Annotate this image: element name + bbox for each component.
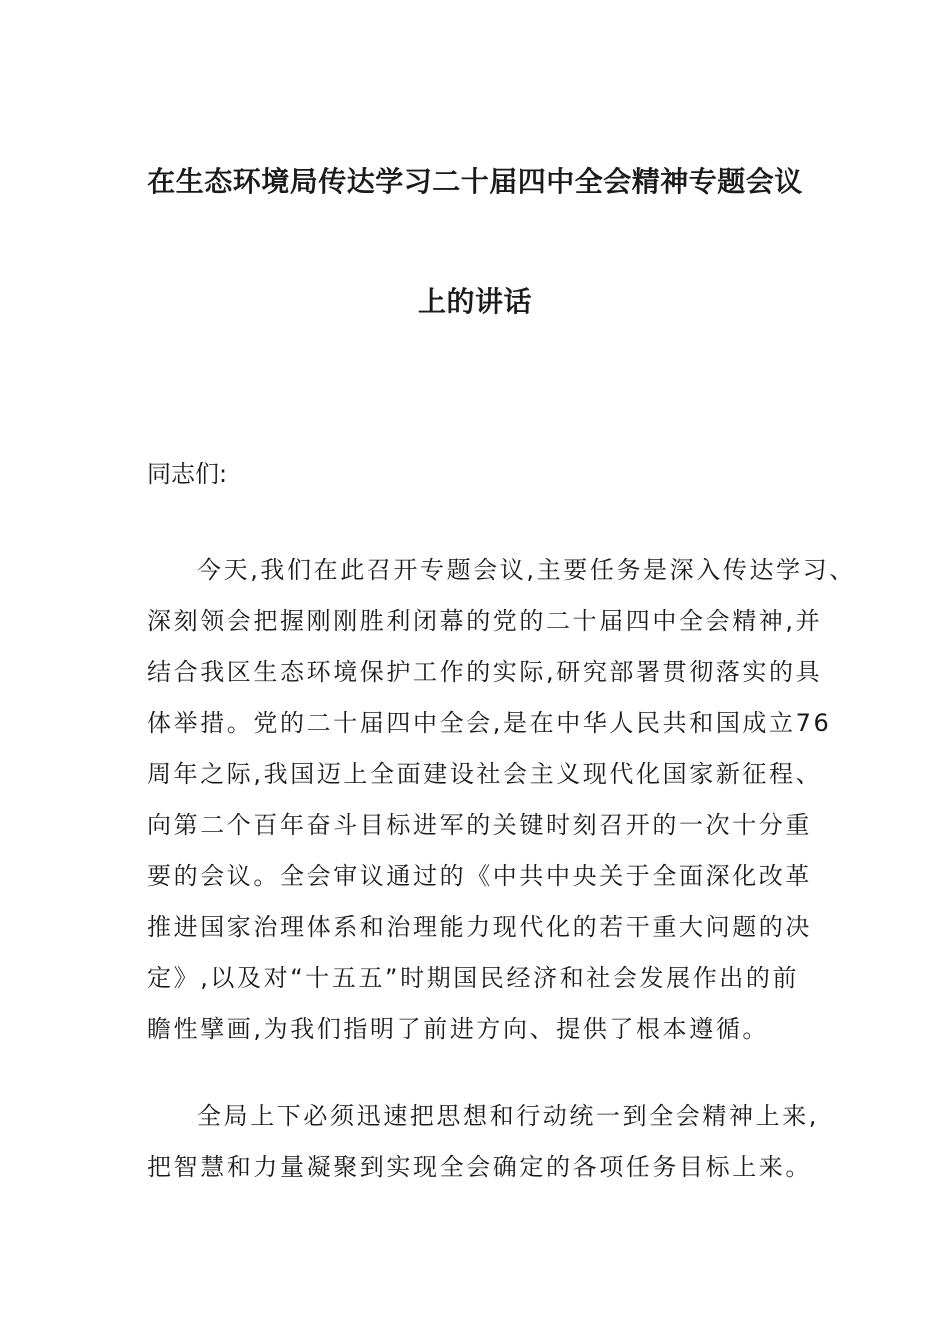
paragraph-line: 今天,我们在此召开专题会议,主要任务是深入传达学习、 bbox=[197, 556, 856, 584]
paragraph-line: 全局上下必须迅速把思想和行动统一到全会精神上来, bbox=[197, 1102, 820, 1130]
paragraph-line: 瞻性擘画,为我们指明了前进方向、提供了根本遵循。 bbox=[147, 1015, 770, 1043]
salutation: 同志们: bbox=[147, 460, 228, 488]
paragraph-line: 推进国家治理体系和治理能力现代化的若干重大问题的决 bbox=[147, 913, 812, 941]
paragraph-line: 向第二个百年奋斗目标进军的关键时刻召开的一次十分重 bbox=[147, 811, 812, 839]
document-title-line-2: 上的讲话 bbox=[417, 285, 532, 318]
paragraph-line: 定》,以及对“十五五”时期国民经济和社会发展作出的前 bbox=[147, 964, 800, 992]
paragraph-1 bbox=[147, 545, 856, 1055]
paragraph-line: 把智慧和力量凝聚到实现全会确定的各项任务目标上来。 bbox=[147, 1153, 812, 1181]
paragraph-line: 结合我区生态环境保护工作的实际,研究部署贯彻落实的具 bbox=[147, 658, 823, 686]
paragraph-line: 深刻领会把握刚刚胜利闭幕的党的二十届四中全会精神,并 bbox=[147, 607, 823, 635]
document-title-line-1: 在生态环境局传达学习二十届四中全会精神专题会议 bbox=[147, 165, 803, 198]
paragraph-line: 周年之际,我国迈上全面建设社会主义现代化国家新征程、 bbox=[147, 760, 823, 788]
paragraph-2 bbox=[147, 1091, 820, 1193]
paragraph-line: 体举措。党的二十届四中全会,是在中华人民共和国成立76 bbox=[147, 709, 832, 737]
paragraph-line: 要的会议。全会审议通过的《中共中央关于全面深化改革 bbox=[147, 862, 812, 890]
